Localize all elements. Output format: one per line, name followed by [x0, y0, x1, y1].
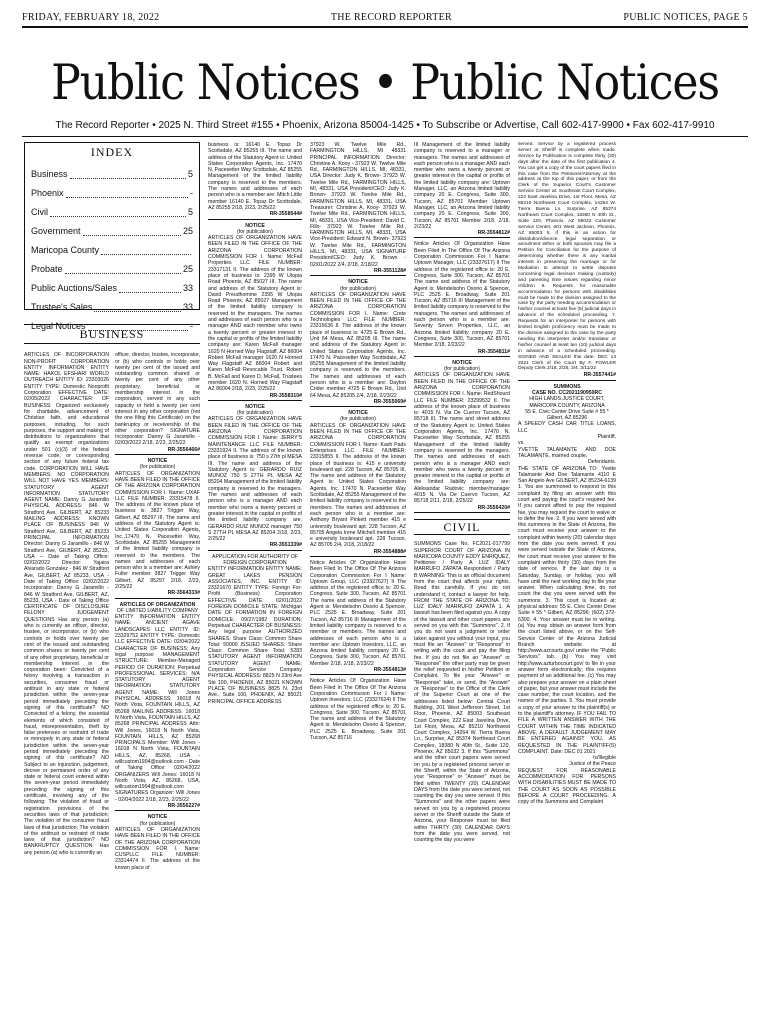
section-civil: CIVIL [414, 519, 510, 535]
notice-subtitle: (for publication) [237, 228, 273, 235]
business-left [24, 352, 109, 871]
index-row [31, 317, 193, 336]
paper-name: THE RECORD REPORTER [330, 11, 453, 23]
notice-code: RR-3555069# [310, 399, 406, 407]
notice-code: RR-3556227# [115, 803, 200, 811]
column-5 [518, 142, 616, 1020]
summons-defendant: YVETTE TALAMANTE AND DOE TALAMANTE, married couple, [518, 446, 616, 459]
notice-title: NOTICE [348, 279, 368, 286]
index-title: INDEX [90, 145, 134, 159]
notice-body: business is: 16140 E. Topaz Dr Scottsdale, AZ 85255 III. The name and address of the Statutory Agent is: United States Corporation Agents, Inc. 17470 N. Pacesetter Way Scottsdale, AZ 85255 Management of the limited liability company is reserved to the members. The names and addresses of each person who is a member are: Mitch Little member 16140 E. Topaz Dr Scottsdale, AZ 85255 2/18, 2/23, 2/25/22 [208, 142, 302, 211]
index-item-name: Public Auctions/Sales [31, 283, 118, 294]
notice-code: RR-3554811# [414, 349, 510, 357]
business-right [115, 352, 200, 871]
notice-code: RR-3556466# [115, 447, 200, 455]
summons-judge: Justice of the Peace [569, 761, 616, 768]
index-row [31, 222, 193, 241]
index-item-name: Government [31, 226, 81, 237]
notice-code: RR-3554888# [310, 549, 406, 557]
notice-body: REQUEST FOR REASONABLE ACCOMMODATION FOR PERSONS WITH DISABILITIES MUST BE MADE TO THE COURT AS SOON AS POSSIBLE BEFORE A COURT PROCEEDING. A copy of the Summons and Complaint [518, 767, 616, 806]
index-item-page: 25 [182, 264, 193, 275]
index-box [24, 142, 200, 332]
summons-case: CASE NO. CC2021190950RC [531, 389, 603, 396]
summons-address: 55 E. Civic Center Drive Suite # 55 * Gilbert, AZ 85296 [525, 408, 609, 422]
summons-plaintiff: Plaintiff, [597, 434, 616, 441]
notice-title: ARTICLES OF ORGANIZATION [119, 601, 196, 608]
index-item-name: Probate [31, 264, 63, 275]
notice-body: THE STATE OF ARIZONA TO: Yvette Talamante And Doe Talamante 4110 E San Angelo Ave GILBERT, AZ 85234-6139 1. You are summoned to respond to this complaint by filing an answer with this court and paying the court's required fee. If you cannot afford to pay the required fee, you may request the court to waive or to defer the fee. 2. If you were served with this summons in the State of Arizona, the court must receive your answer to the complaint within twenty (20) calendar days from the date you were served. If you were served outside the State of Arizona, the court must receive your answer to the complaint within thirty (30) days from the date of service. If the last day is a Saturday, Sunday, or holiday, you will have until the next working day to file your answer. When calculating time, do not count the day you were served with the summons. 3. This court is located at: physical address: 55 E. Civic Center Drive Suite # 55 * Gilbert, AZ 85296; (602) 372-6300. 4. Your answer must be in writing. (a) You may obtain an answer form from the court listed above, or on the Self-Service Center of the Arizona Judicial Branch website at http://www.azcourts.gov/ under the "Public Services" tab. (b) You may visit http://www.azturbocourt.gov/ to file in your answer form electronically; this requires payment of an additional fee. (c) You may also prepare your answer on a plain sheet of paper, but your answer must include the case number, the court location, and the names of the parties. 5. You must provide a copy of your answer to the plaintiff(s) or to the plaintiff's attorney. IF YOU FAIL TO FILE A WRITTEN ANSWER WITH THE COURT WITHIN THE TIME INDICATED ABOVE, A DEFAULT JUDGEMENT MAY BE ENTERED AGAINST YOU, AS REQUESTED IN THE PLAINTIFF(S) COMPLAINT. Date: DEC 01 2021 [518, 465, 616, 755]
index-leader [50, 203, 186, 217]
index-leader [119, 279, 181, 293]
notice-subtitle: (for publication) [139, 464, 176, 471]
notice-body: ARTICLES OF ORGANIZATION HAVE BEEN FILED IN THE OFFICE OF THE ARIZONA CORPORATION COMMISSION FOR I. Name: CUSPLLC FILE NUMBER: 23314474 II. The address of the known place of [115, 826, 200, 871]
notice-title: NOTICE [348, 410, 368, 417]
index-item-name: Trustee's Sales [31, 302, 93, 313]
notice-code: RR-3558544# [208, 211, 302, 219]
summons-party: A SPEEDY CASH CAR TITLE LOANS, LLC [518, 421, 616, 434]
business-split [24, 352, 200, 871]
notice-body: ARTICLES OF ORGANIZATION HAVE BEEN FILED IN THE OFFICE OF THE ARIZONA CORPORATION COMMISSION FOR I. Name: McFall Properties LLC FILE NUMBER: 23317131 II. The address of the known place of business is: 2395 W Utopia Road Phoenix, AZ 85027 III. The name and address of the Statutory Agent is: David Preudhomme 2395 W Utopia Road Phoenix, AZ 85027 Management of the limited liability company is reserved to the managers. The names and addresses of each person who is a manager AND each member who owns a twenty percent or greater interest in the capital or profits of the limited liability company are: Karen McFall manager 1620 N Horned Way Flagstaff, AZ 86004 Robert McFall manager 1620 N Horned Way Flagstaff AZ 86004 Robert and Karen McFall Revocable Trust, Robert B. McFall and Karen D. McFall, Trustees member 1620 N. Horned Way Flagstaff AZ 86004 2/18, 2/23, 2/25/22 [208, 235, 302, 393]
notice-title: NOTICE [147, 814, 168, 821]
columns [24, 142, 748, 1020]
index-row [31, 203, 193, 222]
notice-code: RR-3564333# [115, 590, 200, 598]
notice-body: ENTITY INFORMATION ENTITY NAME: GREAT LAKES PENSION ASSOCIATES, INC. ENTITY ID: 23321670 ENTITY TYPE: Foreign For-Profit (Business) Corporation EFFECTIVE DATE: 02/01/2022 FOREIGN DOMICILE STATE: Michigan DATE OF FORMATION IN FOREIGN DOMICILE: 09/27/1982 DURATION: Perpetual CHARACTER OF BUSINESS: Any legal purpose AUTHORIZED SHARES: Share Class: Common Share Total: 50000 ISSUED SHARES: Share Class: Common Share Total: 5283 STATUTORY AGENT INFORMATION STATUTORY AGENT NAME: Corporation Service Company PHYSICAL ADDRESS: 8825 N 23rd Ave Ste 100, PHOENIX, AZ 85021 KNOWN PLACE OF BUSINESS 8825 N. 23rd Ave., Suite 100, PHOENIX, AZ 85021 PRINCIPAL OFFICE ADDRESS [208, 566, 302, 705]
notice-body: ENTITY INFORMATION ENTITY NAME: ANCIENT AGAVE LANDSCAPES LLC ENTITY ID: 23329752 ENTITY TYPE: Domestic LLC EFFECTIVE DATE: 02/04/2022 CHARACTER OF BUSINESS: Any legal purpose MANAGEMENT STRUCTURE: Member-Managed PERIOD OF DURATION: Perpetual PROFESSIONAL SERVICES: N/A STATUTORY AGENT INFORMATION STATUTORY AGENT NAME: Will Jones PHYSICAL ADDRESS: 16018 N North Vista, FOUNTAIN HILLS, AZ 85268 MAILING ADDRESS: 16018 N North Vista, FOUNTAIN HILLS, AZ 85268 PRINCIPAL ADDRESS Attn: Will Jones, 16018 N North Vista, FOUNTAIN HILLS, AZ 85268 PRINCIPALS Member: Will Jones - 16018 N North Vista, FOUNTAIN HILLS, AZ, 85268, USA - willcustom1994@outlook.com - Date of Taking Office: 02/04/2022 ORGANIZERS Will Jones: 16018 N North Vista, AZ, 85268, USA, willcustom1994@outlook.com SIGNATURES Organizer: Will Jones - 02/04/2022 2/18, 2/23, 2/25/22 [115, 614, 200, 803]
notice-title: NOTICE [245, 403, 265, 410]
index-leader [88, 317, 188, 331]
summons-title: SUMMONS [553, 383, 581, 390]
index-item-page: 33 [182, 302, 193, 313]
masthead-rule [22, 136, 748, 137]
notice-subtitle: (for publication) [444, 366, 480, 373]
header-rule [22, 26, 748, 28]
index-row [31, 279, 193, 298]
notice-title: NOTICE [147, 458, 168, 465]
index-item-name: Legal Notices [31, 321, 86, 332]
summons-court: HIGH LANDS JUSTICE COURT, MARICOPA COUNTY, ARIZONA [529, 396, 605, 409]
notice-title: NOTICE [245, 222, 265, 229]
index-row [31, 165, 193, 184]
page-label: PUBLIC NOTICES, PAGE 5 [623, 11, 748, 23]
index-item-page: 5 [187, 207, 193, 218]
notice-body: served. Service by a registered process server or Sheriff is complete when made. Service by Publication is complete thirty (30) days after the date of the first publication 4. You can get a copy of the court papers filed in this case from the Petitioner/Attorney at the address at the top of this paper, or from the Clerk of the Superior Court's Customer Service Center at: Southeast Court Complex, 222 East Javelina Drive, 1st Floor, Mesa, AZ 85210 Northwest Court Complex, 14264 W. Tierra Buena Ln. Surprise, AZ 85374 Northeast Court Complex, 18380 N 40th St., Suite 120, Phoenix, AZ 85032 Customer Service Center, 601 West Jackson, Phoenix, AZ 85003 5. If this is an action for dissolution/divorce, legal separation or annulment either or both spouses may file a Petition for Conciliation for the purpose of determining whether there is any marital interest in preserving the marriage or for Mediation to attempt to settle disputes concerning legal decision making (custody) and parenting time issues regarding minor children 6. Requests for reasonable accommodation for persons with disabilities must be made to the division assigned to the case by the party needing accommodation or his/her counsel at least five (5) judicial days in advance of the scheduled proceeding. 7. Requests for an interpreter for persons with limited English proficiency must be made to the division assigned to the case by the party needing the interpreter and/or translator or his/her counsel at least ten (10) judicial days in advance of a scheduled proceeding. SIGNED AND SEALED this date: DEC 13 2021 Clerk of the Court By F. FOWLER Deputy Clerk 2/18, 2/25, 3/4, 3/11/22 [518, 142, 616, 372]
index-item-name: Business [31, 169, 68, 180]
notice-body: SUMMONS Case No. FC2021-017799 SUPERIOR COURT OF ARIZONA IN MARICOPA COUNTY EDDY ENRIQUEZ, Petitioner / Party A LUZ IDALY MARRUFO ZAPATA Respondent / Party B WARNING: This is an official document from the court that affects your rights. Read this carefully. If you do not understand it, contact a lawyer for help. FROM THE STATE OF ARIZONA TO: LUZ IDALY MARRUFO ZAPATA 1. A lawsuit has been filed against you. A copy of the lawsuit and other court papers are served on you with this "Summons". 2. If you do not want a judgment or order taken against you without your input, you must file an "Answer" or "Response" in writing with the court and pay the filing fee. If you do not file an "Answer" or "Response" the other party may be given the relief requested in his/her Petition or Complaint. To file your "Answer" or "Response" take, or send, the "Answer" or "Response" to the Office of the Clerk of the Superior Court at one of the addresses listed below: Central Court Building, 201 West Jefferson Street, 1st Floor, Phoenix, AZ 85003 Southeast Court Complex, 222 East Javelina Drive, 1st Floor, Mesa, AZ 85210 Northwest Court Complex, 14264 W. Tierra Buena Ln., Surprise, AZ 85374 Northeast Court Complex, 18380 N 40th St., Suite 120, Phoenix, AZ 85032 3. If this "Summons" and the other court papers were served on you by a registered process server or the Sheriff, within the State of Arizona, your "Response" or "Answer" must be filed within TWENTY (20) CALENDAR DAYS from the date you were served, not counting the day you were served. If this "Summons" and the other papers were served on you by a registered process server or the Sheriff outside the State of Arizona, your Response must be filed within THIRTY (30) CALENDAR DAYS from the date you were served, not counting the day you were [414, 541, 510, 844]
index-row [31, 298, 193, 317]
summons-vs: vs. [518, 440, 525, 447]
notice-title: APPLICATION FOR AUTHORITY OF FOREIGN CORPORATION [212, 553, 298, 566]
notice-body: ARTICLES OF ORGANIZATION HAVE BEEN FILED IN THE OFFICE OF THE ARIZONA CORPORATION COMMISSION FOR I. Name: Kash Pads Enterprises LLC FILE NUMBER: 23315855 II. The address of the known place of business is: 415 e university boulevard apt. 228 Tucson, AZ 85705 III. The name and address of the Statutory Agent is: United States Corporation Agents, Inc. 17470 N. Pacesetter Way Scottsdale, AZ 85255 Management of the limited liability company is reserved to the members. The names and addresses of each person who is a member are: Anthony Bryant Pinkett member 415 e university boulevard apt. 228 Tucson, AZ 85705 Angela Irene Mitchell member 415 e university boulevard apt. 228 Tucson, AZ 85705 2/4, 2/18, 2/18/22 [310, 422, 406, 549]
index-leader [70, 165, 186, 179]
index-item-page: 25 [182, 226, 193, 237]
notice-subtitle: (for publication) [340, 416, 376, 423]
notice-body: Notice Articles Of Organization Have Been Filed In The Office Of The Arizona Corporation Commission For I Name: Uptown Manager, LLC (23327617) II The address of the registered office is: 20 E. Congress, Suite 300, Tucson, AZ 85701 The name and address of the Statutory Agent is: Mendelsohn Osorio & Spencer, PLC 2525 E. Broadway, Suite 201 Tucson, AZ 85716 III Management of the limited liability company is reserved to the managers. The names and addresses of each person who is a member are: Seventy Seven Properties, LLC, an Arizona limited liability company 20 E. Congress, Suite 300, Tucson, AZ 85701 Member 2/18, 2/23/22 [414, 241, 510, 349]
index-item-name: Civil [31, 207, 48, 218]
notice-subtitle: (for publication) [237, 410, 273, 417]
notice-body: ARTICLES OF ORGANIZATION HAVE BEEN FILED IN THE OFFICE OF THE ARIZONA CORPORATION COMMISSION FOR I. Name: JERRY'S MAINTENANCE LLC FILE NUMBER: 23331924 II. The address of the known place of business is: 750 s 27th pl MESA III. The name and address of the Statutory Agent is: GERARDO RUIZ MUNOZ 750 S 27TH PL MESA AZ 85204 Management of the limited liability company is reserved to the managers. The names and addresses of each person who is a manager AND each member who owns a twenty percent or greater interest in the capital or profits of the limited liability company are: GERARDO RUIZ MUNOZ manager 750 S 27TH PL MESA AZ 85204 2/18, 2/23, 2/25/22 [208, 416, 302, 543]
notice-body: ARTICLES OF ORGANIZATION HAVE BEEN FILED IN THE OFFICE OF THE ARIZONA CORPORATION COMMISSION FOR I. Name: RedShourd LLC FILE NUMBER: 23299532 II. The address of the known place of business is: 4015 N. Via De Cuervo Tucson, AZ 85718 III. The name and street address of the Statutory Agent is: United States Corporation Agents, Inc. 17470 N. Pacesetter Way Scottsdale, AZ 85255 Management of the limited liability company is reserved to the managers. The names and addresses of each person who is a manager AND each member who owns a twenty percent or greater interest in the capital or profits of the limited liability company are: Aleksandar Radovic member/manager 4015 N. Via De Cuervo Tucson, AZ 85718 2/11, 2/18, 2/25/22 [414, 372, 510, 505]
summons-defendants: Defendants. [588, 459, 616, 466]
notice-subtitle: OF LIMITED LIABILITY COMPANY [116, 607, 199, 614]
notice-subtitle: (for publication) [340, 285, 376, 292]
index-item-page: 33 [182, 283, 193, 294]
index-list [31, 165, 193, 336]
index-leader [66, 184, 188, 198]
index-item-page: 5 [187, 169, 193, 180]
notice-body: ARTICLES OF ORGANIZATION HAVE BEEN FILED IN THE OFFICE OF THE ARIZONA CORPORATION COMMISSION FOR I. Name: Crete Technologies LLC FILE NUMBER: 23315636 II. The address of the known place of business is: 4725 E Brown Rd., Unit 64 Mesa, AZ 85205 III. The name and address of the Statutory Agent is: United States Corporation Agents, Inc. 17470 N. Pacesetter Way Scottsdale, AZ 85255 Management of the limited liability company is reserved to the members. The names and addresses of each person who is a member are: Dayton Crider member 4725 E Brown Rd., Unit 64 Mesa, AZ 85205 2/4, 2/18, 2/23/22 [310, 291, 406, 399]
column-4 [414, 142, 510, 1020]
index-leader [101, 241, 191, 255]
column-2 [208, 142, 302, 1020]
notice-body: ARTICLES OF ORGANIZATION HAVE BEEN FILED IN THE OFFICE OF THE ARIZONA CORPORATION COMMISSION FOR I. Name: UXAF LLC FILE NUMBER: 23315478 II. The address of the known place of business is: 3827 Trigger Way, Gilbert, AZ 85297 III. The name and address of the Statutory Agent is: United States Corporation Agents, Inc.,17470 N. Pacesetter Way, Scottsdale, AZ 85255 Management of the limited liability company is reserved to the members. The names and addresses of each person who is a member are: Ashley Fuller member 3827 Trigger Way Gilbert, AZ 85297 2/18, 2/23, 2/25/22 [115, 470, 200, 590]
index-leader [65, 260, 181, 274]
notice-body: III Management of the limited liability company is reserved to a manager or managers. The names and addresses of each person who is a manager AND each member who owns a twenty percent or greater interest in the capital or profits of the limited liability company are: Uptown Manager, LLC, an Arizona limited liability company 20 E. Congress, Suite 300, Tucson, AZ 85701 Member Uptown Manager, LLC, an Arizona limited liability company 20 E. Congress, Suite 300, Tucson, AZ 85701 Member 2/18, 2/18, 2/23/22 [414, 142, 510, 230]
index-item-page: - [190, 321, 193, 332]
notice-subtitle: (for publication) [139, 820, 176, 827]
page-header [22, 10, 748, 24]
index-item-name: Maricopa County [31, 245, 100, 256]
notice-title: NOTICE [452, 359, 472, 366]
index-leader [94, 298, 181, 312]
index-row [31, 184, 193, 203]
notice-code: RR-3551339# [208, 542, 302, 550]
notice-body: ARTICLES OF INCORPORATION NON-PROFIT CORPORATION ENTITY INFORMATION ENTITY NAME: HAKOL EFSHARI WORLD OUTREACH ENTITY ID: 23303026 ENTITY TYPE: Domestic Nonprofit Corporation EFFECTIVE DATE: 02/05/2022 CHARACTER OF BUSINESS: Organized exclusively for charitable, advancement of Christian faith, and educational purposes, including, for such purposes, the support and making of distributions to organizations that qualify as exempt organizations under 501 (c)(3) of the federal revenue code, or corresponding section of any future federal tax code. CORPORATION WILL HAVE MEMBERS: NO CORPORATION WILL NOT HAVE YES MEMBERS: STATUTORY AGENT INFORMATION STATUTORY AGENT NAME: Danny G Jaramillo PHYSICAL ADDRESS: 846 W Stratford Ave, GILBERT, AZ 85233 MAILING ADDRESS: KNOWN PLACE OF BUSINESS 846 W Stratford Ave, GILBERT, AZ 85233 PRINCIPAL INFORMATION Director: Danny G Jaramillo - 846 W Stratford Ave, GILBERT, AZ 85233, USA -- Date of Taking Office: 02/02/2022 Director: Yajaira Alvarado Gonzalez - 846 W Stratford Ave, GILBERT, AZ 85233, USA - Date of Taking Office: 02/02/2022 Incorporator: Danny G Jaramillo - 846 W Stratford Ave, GILBERT, AZ, 85233, USA - Date of Taking Office CERTIFICATE OF DISCLOSURE FELONY JUDGEMENT QUESTIONS Has any person (a) who is currently an officer, director, trustee, or incorporator, or (b) who controls or holds over twenty per cent of the issued and outstanding common shares or twenty per cent of any other proprietary, beneficial or membership interest in the corporation been: Convicted of a felony involving a transaction in securities, consumer fraud or antitrust in any state or federal jurisdiction within the seven-year period immediately preceding the signing of this certificate? NO Convicted of a felony, the essential elements of which consisted of fraud, misrepresentation, theft by false pretenses or restraint of trade or monopoly in any state or federal jurisdiction within the seven-year period immediately preceding the signing of this certificate? NO Subject to an injunction, judgement, decree or permanent order of any state or federal court entered within the seven-year period immediately preceding the signing of this certificate, involving any of the following: The violation of fraud or registration provisions of the securities laws of that jurisdiction; The violation of the consumer fraud laws of that jurisdiction; The violation of the antitrust or restraint of trade laws of that jurisdiction? NO BANKRUPTCY QUESTION: Has any person (a) who is currently an [24, 352, 109, 856]
column-3 [310, 142, 406, 1020]
notice-code: RR-3558310# [208, 393, 302, 401]
notice-body: officer, director, trustee, incorporator, or (b) who controls or holds over twenty per cent of the issued and outstanding common shared or twenty per cent of any other proprietary, beneficial or membership interest in the corporation, served in any such capacity or held a twenty per cent interest in any other corporation (not the one filing this Certificate) on the bankruptcy or receivership of the other corporation? SIGNATURE Incorporator: Danny G Jaramillo - 02/03/2022 2/18, 2/23, 2/25/22 [115, 352, 200, 447]
index-leader [83, 222, 181, 236]
notice-body: Notice Articles Of Organization Have Been Filed In The Office Of The Arizona Corporation Commission For I Name: Uptown Investors, LLC (23327624) II The address of the registered office is: 20 E. Congress, Suite 300, Tucson, AZ 85701 The name and address of the Statutory Agent is: Mendelsohn Osorio & Spencer, PLC 2525 E. Broadway, Suite 201 Tucson, AZ 85716 [310, 678, 406, 742]
notice-code: RR-3557441# [518, 372, 616, 380]
notice-code: RR-3551128# [310, 268, 406, 276]
index-item-page: - [190, 188, 193, 199]
section-business: BUSINESS [24, 324, 200, 344]
notice-code: RR-3554813# [310, 667, 406, 675]
summons-signature: /s/Illegible [592, 755, 616, 762]
contact-line: The Record Reporter • 2025 N. Third Street #155 • Phoenix, Arizona 85004-1425 • To Subscribe or Advertise, Call 602-417-9900 • Fax 602-417-9910 [55, 119, 715, 131]
index-row [31, 260, 193, 279]
notice-body: 37923 W. Twelve Mile Rd., FARMINGTON HILLS, MI 48331 PRINCIPAL INFORMATION Director: Christine A. Kooy - 37923 W. Twelve Mile Rd., FARMINGTON HILLS, MI, 48331, USA Director: Judy K. Brown- 37923 W. Twelve Mile Rd., FARMINGTON HILLS, MI, 48331, USA President/CEO: Judy K. Brown- 37923 W. Twelve Mile Rd., FARMINGTON HILLS, MI, 48331, USA Treasurer: Christine A. Kooy- 37923 W. Twelve Mile Rd., FARMINGTON HILLS, MI, 48331, USA Vice-President: David C. Fillo- 37923 W. Twelve Mile Rd., FARMINGTON HILLS, MI, 48331, USA Vice-President: Edward N. Brown- 37923 W. Twelve Mile Rd., FARMINGTON HILLS, MI, 48331, USA SIGNATURE President/CEO: Judy K. Brown - 02/01/2022 2/4, 2/18, 2/18/22 [310, 142, 406, 268]
index-row [31, 241, 193, 260]
issue-date: FRIDAY, FEBRUARY 18, 2022 [22, 11, 160, 23]
masthead-title: Public Notices • Public Notices [51, 53, 719, 111]
notice-body: Notice Articles Of Organization Have Been Filed In The Office Of The Arizona Corporation Commission For I Name: Uptown Group, LLC (23327627) II The address of the registered office is: 20 E. Congress, Suite 300, Tucson, AZ 85701 The name and address of the Statutory Agent is: Mendelsohn Osorio & Spencer, PLC 2525 E. Broadway, Suite 201 Tucson, AZ 85716 III Management of the limited liability company is reserved to a member or members. The names and addresses of each person who is a member are: Uptown Investors, LLC, an Arizona limited liability company 20 E. Congress, Suite 300, Tucson, AZ 85701 Member 2/18, 2/18, 2/23/22 [310, 560, 406, 667]
index-item-name: Phoenix [31, 188, 64, 199]
notice-code: RR-3556420# [414, 505, 510, 513]
column-1 [24, 142, 200, 1020]
notice-code: RR-3554812# [414, 230, 510, 238]
